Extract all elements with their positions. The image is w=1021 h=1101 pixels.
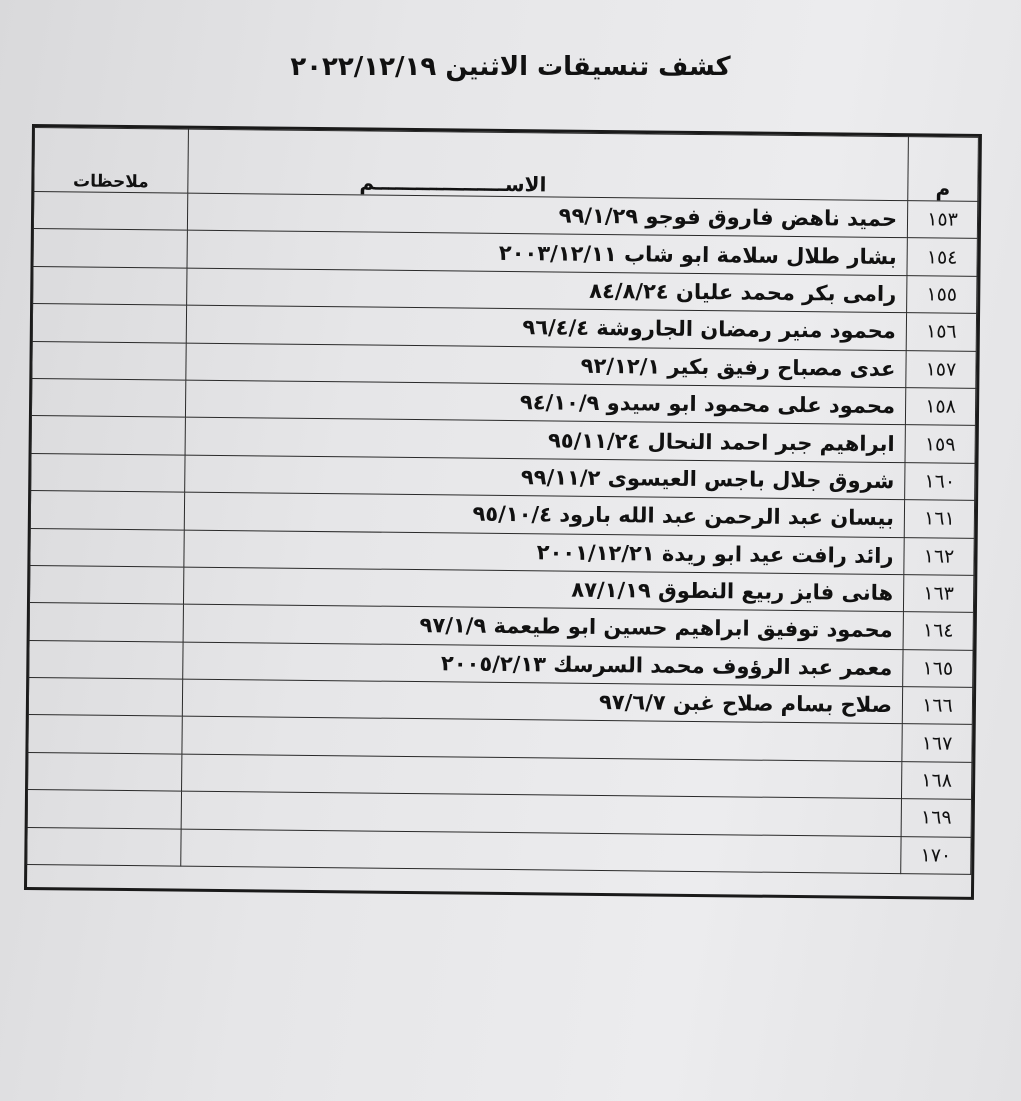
row-number-cell: ١٥٣: [907, 201, 977, 239]
row-number-cell: ١٥٧: [906, 350, 976, 388]
row-notes-cell: [28, 715, 182, 754]
row-name-cell: صلاح بسام صلاح غبن ٩٧/٦/٧: [182, 679, 902, 724]
row-number-cell: ١٦٥: [903, 649, 973, 687]
row-number-cell: ١٦٣: [903, 575, 973, 613]
row-name-cell: رامى بكر محمد عليان ٨٤/٨/٢٤: [187, 268, 907, 313]
row-notes-cell: [32, 304, 186, 343]
header-row: [34, 128, 979, 202]
row-name-cell: بيسان عبد الرحمن عبد الله بارود ٩٥/١٠/٤: [184, 492, 904, 537]
roster-table: [26, 127, 979, 875]
row-notes-cell: [29, 565, 183, 604]
row-number-cell: ١٥٨: [905, 388, 975, 426]
row-notes-cell: [33, 192, 187, 231]
row-number-cell: ١٦١: [904, 500, 974, 538]
row-notes-cell: [29, 603, 183, 642]
row-notes-cell: [33, 266, 187, 305]
row-notes-cell: [33, 229, 187, 268]
row-notes-cell: [30, 528, 184, 567]
row-notes-cell: [31, 453, 185, 492]
row-notes-cell: [30, 491, 184, 530]
row-name-cell: بشار طلال سلامة ابو شاب ٢٠٠٣/١٢/١١: [187, 231, 907, 276]
row-name-cell: ابراهيم جبر احمد النحال ٩٥/١١/٢٤: [185, 417, 905, 462]
header-notes: ملاحظات: [34, 128, 189, 194]
row-number-cell: ١٥٦: [906, 313, 976, 351]
row-number-cell: ١٦٨: [901, 762, 971, 800]
row-name-cell: محمود منير رمضان الجاروشة ٩٦/٤/٤: [186, 305, 906, 350]
row-number-cell: ١٦٩: [901, 799, 971, 837]
row-name-cell: رائد رافت عيد ابو ريدة ٢٠٠١/١٢/٢١: [184, 530, 904, 575]
row-number-cell: ١٥٥: [907, 275, 977, 313]
row-number-cell: ١٦٠: [905, 462, 975, 500]
row-number-cell: ١٥٤: [907, 238, 977, 276]
row-name-cell: حميد ناهض فاروق فوجو ٩٩/١/٢٩: [187, 193, 907, 238]
row-number-cell: ١٦٦: [902, 687, 972, 725]
row-notes-cell: [31, 378, 185, 417]
row-notes-cell: [28, 752, 182, 791]
row-notes-cell: [28, 678, 182, 717]
header-name: الاســـــــــــــــــــم: [188, 129, 909, 201]
row-number-cell: ١٧٠: [901, 836, 971, 874]
roster-body: [27, 192, 978, 875]
row-name-cell: معمر عبد الرؤوف محمد السرسك ٢٠٠٥/٢/١٣: [183, 642, 903, 687]
row-name-cell: محمود توفيق ابراهيم حسين ابو طيعمة ٩٧/١/٩: [183, 604, 903, 649]
row-notes-cell: [32, 341, 186, 380]
row-notes-cell: [27, 790, 181, 829]
row-notes-cell: [31, 416, 185, 455]
row-name-cell: عدى مصباح رفيق بكير ٩٢/١٢/١: [186, 343, 906, 388]
row-notes-cell: [27, 827, 181, 866]
row-number-cell: ١٦٢: [904, 537, 974, 575]
header-number: م: [908, 137, 979, 202]
roster-sheet: [24, 124, 982, 900]
row-name-cell: هانى فايز ربيع النطوق ٨٧/١/١٩: [183, 567, 903, 612]
row-number-cell: ١٥٩: [905, 425, 975, 463]
row-number-cell: ١٦٤: [903, 612, 973, 650]
page-title: كشف تنسيقات الاثنين ٢٠٢٢/١٢/١٩: [290, 52, 731, 82]
row-name-cell: محمود على محمود ابو سيدو ٩٤/١٠/٩: [185, 380, 905, 425]
row-notes-cell: [29, 640, 183, 679]
row-name-cell: شروق جلال باجس العيسوى ٩٩/١١/٢: [185, 455, 905, 500]
row-number-cell: ١٦٧: [902, 724, 972, 762]
row-name-cell: [181, 829, 901, 874]
